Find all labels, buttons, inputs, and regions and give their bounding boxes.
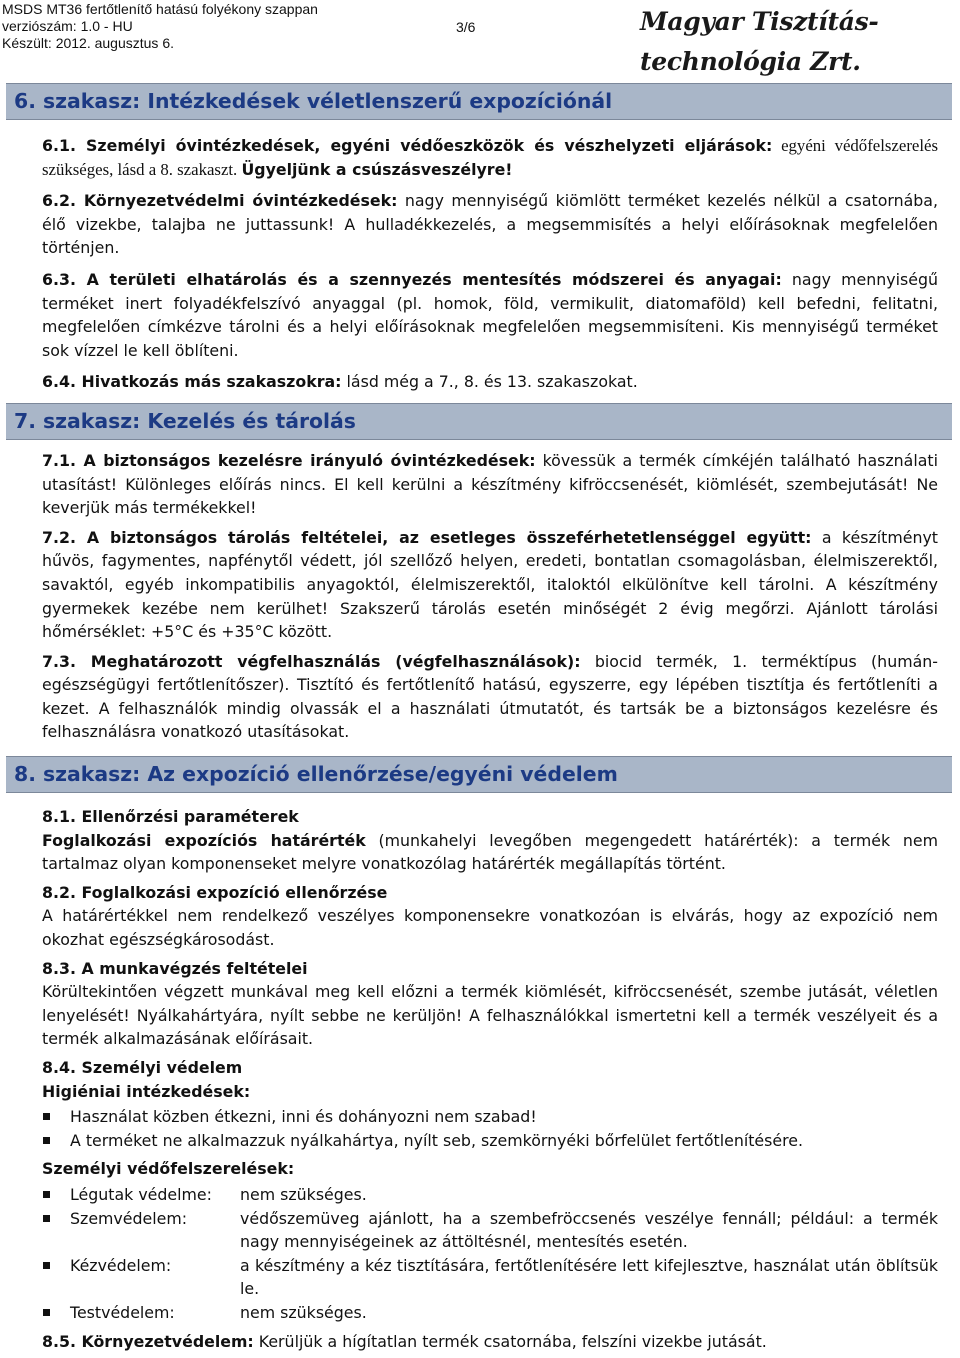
ppe-value: nem szükséges. bbox=[240, 1184, 367, 1204]
warning-slip: Ügyeljünk a csúszásveszélyre! bbox=[241, 159, 513, 179]
ppe-label: Kézvédelem: bbox=[70, 1255, 172, 1275]
heading-7-1: 7.1. A biztonságos kezelésre irányuló óvintézkedések: bbox=[42, 450, 536, 470]
paragraph-8-1 bbox=[42, 829, 938, 876]
text-7-1: kövessük a termék címkéjén található használati utasítást! Különleges előírás nincs. El kell kerülni a készítmény kifröccsenését, kiömlését, szembejutását! Ne keverjük más termékekkel! bbox=[42, 450, 938, 518]
paragraph-7-2 bbox=[42, 526, 938, 644]
bullet-square-icon bbox=[43, 1191, 50, 1198]
hygiene-heading: Higiéniai intézkedések: bbox=[42, 1081, 251, 1101]
paragraph-7-1 bbox=[42, 449, 938, 520]
paragraph-8-2: A határértékkel nem rendelkező veszélyes komponensekre vonatkozóan is elvárás, hogy az expozíció nem okozhat egészségkárosodást. bbox=[42, 906, 938, 950]
list-item: A terméket ne alkalmazzuk nyálkahártya, nyílt seb, szemkörnyéki bőrfelület fertőtlenítésére. bbox=[42, 1129, 938, 1153]
text-6-3: nagy mennyiségű terméket inert folyadékfelszívó anyaggal (pl. homok, föld, vermikulit, diatomaföld) kell befedni, felitatni, megfelelően címkézve tárolni és a helyi előírásoknak megfelelően megsemmisíteni. Kis mennyiségű terméket sok vízzel le kell öblíteni. bbox=[42, 269, 938, 360]
heading-7-2: 7.2. A biztonságos tárolás feltételei, az esetleges összeférhetetlenséggel együtt: bbox=[42, 527, 812, 547]
header-info bbox=[2, 1, 318, 52]
list-item bbox=[42, 1207, 938, 1254]
document-title: MSDS MT36 fertőtlenítő hatású folyékony szappan bbox=[2, 1, 318, 17]
list-item bbox=[42, 1254, 938, 1301]
text-8-5: Kerüljük a hígítatlan termék csatornába, felszíni vizekbe jutását. bbox=[253, 1331, 767, 1351]
paragraph-6-4 bbox=[42, 370, 938, 394]
creation-date: Készült: 2012. augusztus 6. bbox=[2, 35, 174, 51]
heading-8-3: 8.3. A munkavégzés feltételei bbox=[42, 958, 308, 978]
paragraph-8-3: Körültekintően végzett munkával meg kell előzni a termék kiömlését, kifröccsenését, szembe jutását, véletlen lenyelését! Nyálkahártyára, nyílt sebbe ne kerüljön! A felhasználókkal ismertetni kell a termék veszélyeit és a termék alkalmazásának előírásait. bbox=[42, 982, 938, 1049]
ppe-label: Testvédelem: bbox=[70, 1302, 175, 1322]
bullet-square-icon bbox=[43, 1215, 50, 1222]
section-7-heading: 7. szakasz: Kezelés és tárolás bbox=[6, 403, 952, 440]
company-logo: Magyar Tisztítás-technológia Zrt. bbox=[640, 7, 879, 76]
list-item: Használat közben étkezni, inni és dohányozni nem szabad! bbox=[42, 1105, 938, 1129]
paragraph-6-1 bbox=[42, 134, 938, 181]
bullet-square-icon bbox=[43, 1137, 50, 1144]
heading-8-2: 8.2. Foglalkozási expozíció ellenőrzése bbox=[42, 882, 388, 902]
document-body bbox=[0, 78, 960, 1353]
bullet-square-icon bbox=[43, 1262, 50, 1269]
section-8-heading: 8. szakasz: Az expozíció ellenőrzése/egyéni védelem bbox=[6, 756, 952, 793]
text-7-2: a készítményt hűvös, fagymentes, napfénytől védett, jól szellőző helyen, eredeti, bontatlan csomagolásban, élelmiszerektől, savaktól, egyéb inkompatibilis anyagoktól, élelmiszerektől, italoktól elkülönítve kell tárolni. A készítmény gyermekek kezébe nem kerülhet! Szakszerű tárolás esetén minőségét 2 évig megőrzi. Ajánlott tárolási hőmérséklet: +5°C és +35°C között. bbox=[42, 527, 938, 642]
paragraph-6-2 bbox=[42, 189, 938, 260]
list-item bbox=[42, 1183, 938, 1207]
heading-8-5: 8.5. Környezetvédelem: bbox=[42, 1331, 254, 1351]
ppe-heading: Személyi védőfelszerelések: bbox=[42, 1159, 295, 1179]
page-header bbox=[0, 0, 960, 76]
text-8-1: (munkahelyi levegőben megengedett határérték): a termék nem tartalmaz olyan komponenseket melyre vonatkozólag határérték megállapítás történt. bbox=[42, 830, 938, 874]
hygiene-list bbox=[42, 1105, 938, 1152]
heading-6-3: 6.3. A területi elhatárolás és a szennyezés mentesítés módszerei és anyagai: bbox=[42, 269, 782, 289]
ppe-value: nem szükséges. bbox=[240, 1302, 367, 1322]
exposure-limit-label: Foglalkozási expozíciós határérték bbox=[42, 830, 366, 850]
paragraph-6-3 bbox=[42, 268, 938, 362]
ppe-label: Légutak védelme: bbox=[70, 1184, 212, 1204]
bullet-square-icon bbox=[43, 1309, 50, 1316]
ppe-value: a készítmény a kéz tisztítására, fertőtlenítésére lett kifejlesztve, használat után öblítsük le. bbox=[240, 1255, 938, 1299]
ppe-list bbox=[42, 1183, 938, 1325]
heading-8-1: 8.1. Ellenőrzési paraméterek bbox=[42, 807, 299, 827]
heading-7-3: 7.3. Meghatározott végfelhasználás (végfelhasználások): bbox=[42, 651, 581, 671]
paragraph-7-3 bbox=[42, 650, 938, 744]
text-6-4: lásd még a 7., 8. és 13. szakaszokat. bbox=[341, 372, 638, 392]
paragraph-8-5 bbox=[42, 1330, 938, 1354]
version-number: verziószám: 1.0 - HU bbox=[2, 18, 133, 34]
heading-6-1: 6.1. Személyi óvintézkedések, egyéni védőeszközök és vészhelyzeti eljárások: bbox=[42, 136, 773, 155]
heading-6-2: 6.2. Környezetvédelmi óvintézkedések: bbox=[42, 191, 398, 211]
ppe-value: védőszemüveg ajánlott, ha a szembefröccsenés veszélye fennáll; például: a termék nagy mennyiségeinek az áttöltésnél, mentesítés esetén. bbox=[240, 1208, 938, 1252]
page-number: 3/6 bbox=[456, 19, 476, 35]
text-7-3: biocid termék, 1. terméktípus (humán-egészségügyi fertőtlenítőszer). Tisztító és fertőtlenítő hatású, egyszerre, egy lépében tisztítja és fertőtleníti a kezet. A felhasználók mindig olvassák el a használati útmutatót, és tartsák be a biztonságos kezelésre és felhasználásra vonatkozó utasításokat. bbox=[42, 651, 938, 742]
heading-6-4: 6.4. Hivatkozás más szakaszokra: bbox=[42, 372, 342, 392]
section-6-heading: 6. szakasz: Intézkedések véletlenszerű expozíciónál bbox=[6, 83, 952, 120]
text-6-1: egyéni védőfelszerelés szükséges, lásd a 8. szakaszt. bbox=[42, 136, 939, 179]
text-6-2: nagy mennyiségű kiömlött terméket kezelés nélkül a csatornába, élő vizekbe, talajba ne juttassunk! A hulladékkezelés, a megsemmisítés a helyi előírásoknak megfelelően történjen. bbox=[42, 191, 939, 258]
ppe-label: Szemvédelem: bbox=[70, 1208, 188, 1228]
bullet-square-icon bbox=[43, 1113, 50, 1120]
list-item bbox=[42, 1301, 938, 1325]
heading-8-4: 8.4. Személyi védelem bbox=[42, 1058, 243, 1077]
